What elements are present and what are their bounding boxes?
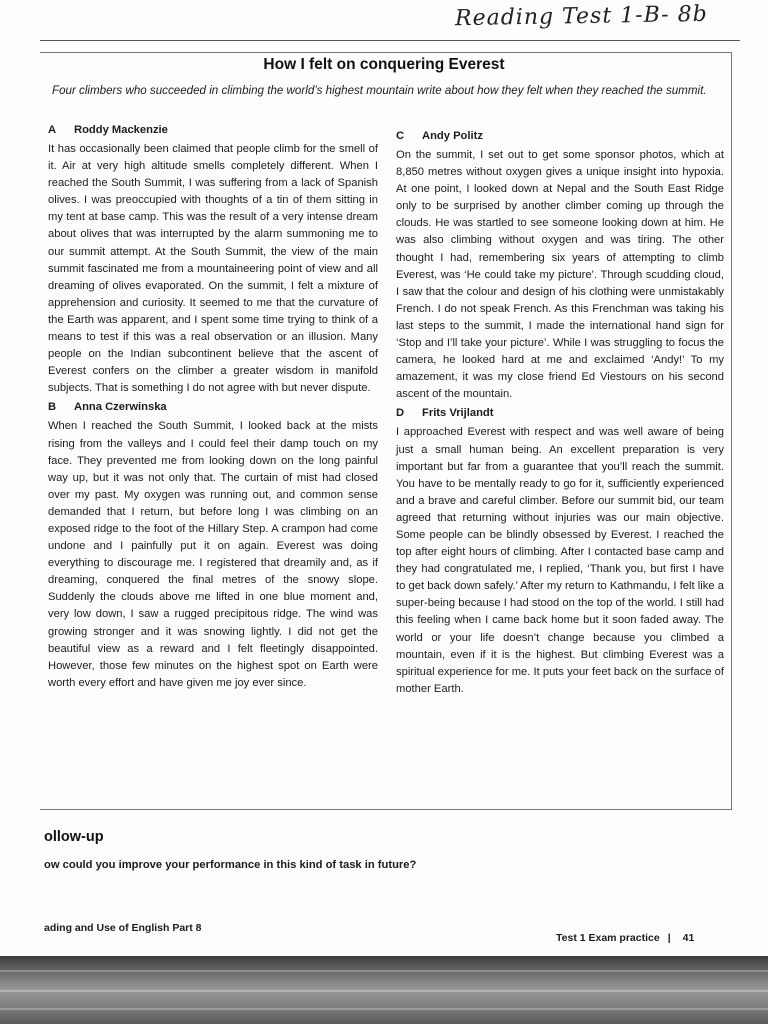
section-c bbox=[396, 128, 724, 403]
footer-test-label bbox=[556, 932, 694, 944]
section-b-text: When I reached the South Summit, I looked back at the mists rising from the valleys and I could feel their damp touch on my face. They prevented me from looking down on the long painful way up, but it was not only that. The curtain of mist had closed over my past. My oxygen was running out, and common sense demanded that I return, but before long I was climbing on an exposed ridge to the foot of the Hillary Step. A crampon had come undone and I painfully put it on again. Everest was doing everything to discourage me. I registered that dreamily and, as if dreaming, conquered the final metres of the snowy slope. Suddenly the clouds above me lifted in one blue moment and, very low down, I saw a rugged precipitous ridge. The wind was growing stronger and it was snowing lightly. I did not get the beautiful view as a reward and I felt fleetingly disappointed. However, those few minutes on the highest spot on Earth were worth every effort and have given me joy ever since. bbox=[48, 420, 378, 689]
section-c-text: On the summit, I set out to get some sponsor photos, which at 8,850 metres without oxygen gives a unique insight into hypoxia. At one point, I looked down at Nepal and the South East Ridge only to be surprised by another climber coming up through the clouds. He was startled to see someone looking down at him. He was also climbing without oxygen and was tiring. The other thought I had, remembering six years of attempting to climb Everest, was ‘He could take my picture’. Through scudding cloud, I saw that the colour and design of his clothing were unmistakably French. I do not speak French. As this Frenchman was taking his last steps to the summit, I made the international hand sign for ‘Stop and I’ll take your picture’. While I was struggling to focus the camera, he looked hard at me and exclaimed ‘Andy!’ To my amazement, it was my close friend Ed Viestours on his second ascent of the mountain. bbox=[396, 149, 724, 401]
scanner-edge bbox=[0, 956, 768, 1024]
section-d-text: I approached Everest with respect and was well aware of being just a small human being. An excellent preparation is very important but far from a guarantee that you’ll reach the summit. You have to be mentally ready to go for it, sufficiently experienced and a brave and careful climber. Before our summit bid, our team agreed that returning without injuries was our main objective. Some people can be blindly obsessed by Everest. I reached the top after eight hours of climbing. After I contacted base camp and they had congratulated me, I replied, ‘Thank you, but first I have to get back down safely.’ After my return to Kathmandu, I felt like a super-being because I had stood on the top of the world. I still had this feeling when I came back home but it soon faded away. The world or your life doesn’t change because you climbed a mountain, even if it is the highest. But climbing Everest was a spiritual experience for me. It puts your feet back on the surface of mother Earth. bbox=[396, 426, 724, 695]
scanner-stripe bbox=[0, 990, 768, 992]
follow-up-heading: ollow-up bbox=[44, 829, 104, 845]
section-d-author: Frits Vrijlandt bbox=[422, 407, 494, 420]
section-c-heading bbox=[396, 128, 724, 145]
section-c-letter: C bbox=[396, 130, 405, 142]
section-a-author: Roddy Mackenzie bbox=[74, 124, 168, 136]
footer-section-label: ading and Use of English Part 8 bbox=[44, 922, 202, 934]
section-a-letter: A bbox=[48, 124, 57, 136]
section-d bbox=[396, 405, 724, 698]
section-b-author: Anna Czerwinska bbox=[74, 401, 167, 414]
article-intro: Four climbers who succeeded in climbing the world’s highest mountain write about how they felt when they reached the summit. bbox=[52, 84, 707, 97]
section-d-letter: D bbox=[396, 407, 405, 420]
section-b-letter: B bbox=[48, 401, 57, 414]
section-a-heading bbox=[48, 122, 378, 139]
article-title: How I felt on conquering Everest bbox=[263, 56, 505, 73]
section-b bbox=[48, 399, 378, 692]
section-d-heading bbox=[396, 405, 724, 422]
section-b-heading bbox=[48, 399, 378, 416]
section-c-author: Andy Politz bbox=[422, 130, 483, 142]
footer-test-name: Test 1 Exam practice bbox=[556, 932, 660, 944]
section-a bbox=[48, 122, 378, 397]
section-a-text: It has occasionally been claimed that people climb for the smell of it. Air at very high altitude smells completely different. When I reached the South Summit, I was suffering from a lack of Spanish olives. I was preoccupied with thoughts of a tin of them sitting in my tent at base camp. This was the result of a very intense dream about olives that was interrupted by the alarm summoning me to our summit attempt. At the South Summit, the view of the main summit fascinated me from a mountaineering point of view and all dreaming of olives evaporated. On the summit, I felt a mixture of apprehension and curiosity. It seemed to me that the curvature of the Earth was apparent, and I spent some time trying to think of a means to test if this was a real observation or an illusion. Many people on the Indian subcontinent believe that the ascent of Everest confers on the climber a greater wisdom in manifold subjects. That is something I do not agree with but never dispute. bbox=[48, 143, 378, 395]
scanner-stripe bbox=[0, 970, 768, 972]
scanner-stripe bbox=[0, 1008, 768, 1010]
right-column bbox=[396, 128, 724, 698]
left-column bbox=[48, 122, 378, 692]
page-number: 41 bbox=[682, 932, 695, 944]
top-divider bbox=[40, 40, 740, 41]
footer-separator: | bbox=[667, 932, 671, 944]
follow-up-question: ow could you improve your performance in this kind of task in future? bbox=[44, 859, 417, 871]
handwritten-note: Reading Test 1-B- 8b bbox=[454, 1, 708, 32]
